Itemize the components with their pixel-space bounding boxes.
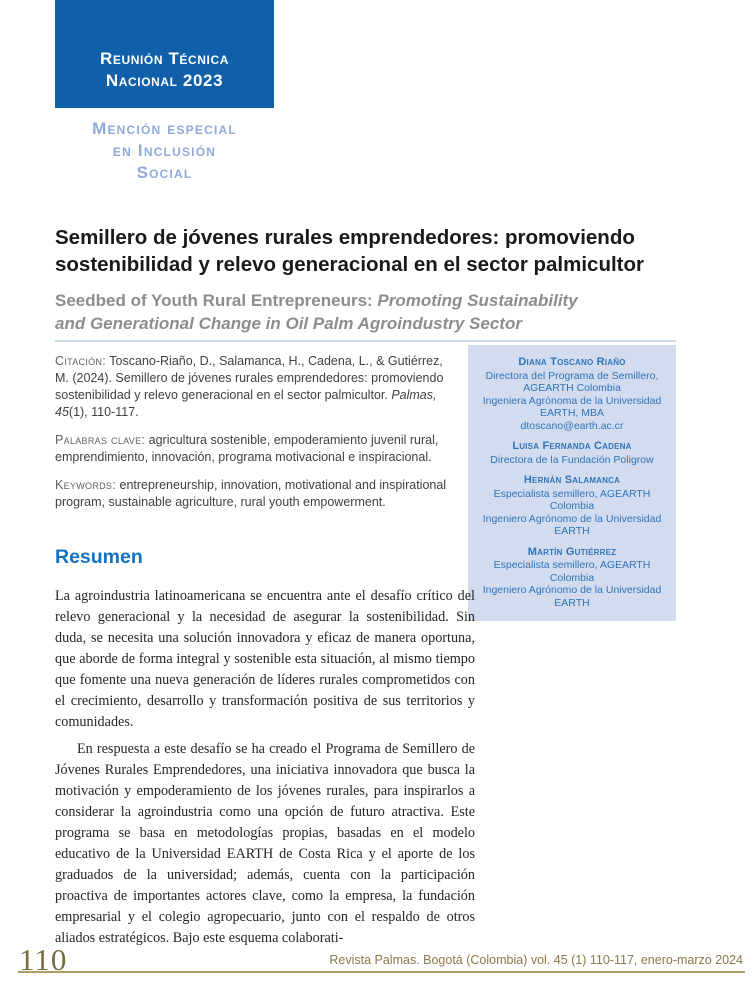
section-divider — [55, 340, 676, 342]
author-credential: Ingeniera Agrónoma de la Universidad EARTH, MBA — [482, 394, 662, 419]
keywords-text: entrepreneurship, innovation, motivational and inspirational program, sustainable agriculture, rural youth empowerment. — [55, 478, 447, 509]
subtitle-italic-part: Promoting Sustainability and Generational Change in Oil Palm Agroindustry Sector — [55, 291, 578, 333]
citation-pages: (1), 110-117. — [68, 405, 139, 419]
special-mention-line1: Mención especial — [92, 119, 237, 138]
author-role: Directora del Programa de Semillero, AGEARTH Colombia — [485, 369, 659, 394]
citation-journal-italic: Palmas, 45 — [55, 388, 437, 419]
author-block — [473, 546, 671, 610]
abstract-heading: Resumen — [55, 546, 143, 568]
author-email: dtoscano@earth.ac.cr — [520, 419, 624, 432]
event-badge — [55, 0, 274, 108]
special-mention-line2: en Inclusión — [112, 141, 217, 160]
special-mention-line3: Social — [136, 163, 193, 182]
citation-text: Toscano-Riaño, D., Salamanca, H., Cadena, L., & Gutiérrez, M. (2024). Semillero de jóvenes rurales emprendedores: promoviendo sostenibilidad y relevo generacional en el sector palmicultor. — [55, 354, 444, 402]
author-name: Martín Gutiérrez — [527, 545, 617, 558]
abstract-paragraph-2: En respuesta a este desafío se ha creado el Programa de Semillero de Jóvenes Rurales Emprendedores, una iniciativa innovadora que busca la motivación y empoderamiento de los jóvenes rurales, para inspirarlos a considerar la agroindustria como una opción de futuro atractiva. Este programa se basa en metodologías propias, basadas en el modelo educativo de la Universidad EARTH de Costa Rica y el aporte de los graduados de la universidad; además, cuenta con la participación proactiva de importantes actores clave, como la empresa, la fundación empresarial y el colegio agropecuario, junto con el respaldo de otros aliados estratégicos. Bajo este esquema colaborati- — [55, 741, 475, 946]
article-title: Semillero de jóvenes rurales emprendedores: promoviendo sostenibilidad y relevo generacional en el sector palmicultor — [55, 226, 644, 276]
page-number: 110 — [19, 942, 68, 977]
palabras-clave-paragraph — [55, 432, 455, 466]
event-badge-line2: Nacional 2023 — [105, 71, 224, 90]
keywords-label: Keywords: — [55, 478, 117, 492]
subtitle-regular-part: Seedbed of Youth Rural Entrepreneurs: — [55, 291, 378, 310]
author-credential: Ingeniero Agrónomo de la Universidad EARTH — [482, 512, 662, 537]
palabras-clave-text: agricultura sostenible, empoderamiento juvenil rural, emprendimiento, innovación, programa motivacional e inspiracional. — [55, 433, 439, 464]
citation-label: Citación: — [55, 354, 107, 368]
author-block — [473, 440, 671, 466]
author-name: Diana Toscano Riaño — [518, 356, 626, 368]
author-role: Especialista semillero, AGEARTH Colombia — [493, 559, 651, 584]
author-role: Especialista semillero, AGEARTH Colombia — [493, 487, 651, 512]
abstract-body — [55, 586, 475, 955]
front-matter-column — [55, 353, 455, 522]
author-credential: Ingeniero Agrónomo de la Universidad EARTH — [482, 584, 662, 609]
abstract-paragraph-1: La agroindustria latinoamericana se encuentra ante el desafío crítico del relevo generacional y la necesidad de asegurar la sostenibilidad. Sin duda, se necesita una solución innovadora y eficaz de manera oportuna, que aborde de forma integral y sostenible esta situación, al mismo tiempo que fomente una nueva generación de líderes rurales comprometidos con el crecimiento, desarrollo y transformación positiva de sus territorios y comunidades. — [55, 588, 475, 730]
article-subtitle-english — [55, 289, 600, 335]
palabras-clave-label: Palabras clave: — [55, 433, 146, 447]
author-name: Hernán Salamanca — [523, 474, 621, 486]
footer-rule — [18, 971, 745, 973]
journal-citation-line: Revista Palmas. Bogotá (Colombia) vol. 45 (1) 110-117, enero-marzo 2024 — [329, 953, 743, 967]
author-block — [473, 356, 671, 432]
author-block — [473, 474, 671, 538]
keywords-paragraph — [55, 477, 455, 511]
author-name: Luisa Fernanda Cadena — [512, 440, 632, 452]
special-mention-label — [55, 118, 274, 184]
author-info-panel — [468, 345, 676, 621]
event-badge-line1: Reunión Técnica — [99, 49, 230, 68]
author-role: Directora de la Fundación Poligrow — [490, 453, 654, 466]
citation-paragraph — [55, 353, 455, 421]
